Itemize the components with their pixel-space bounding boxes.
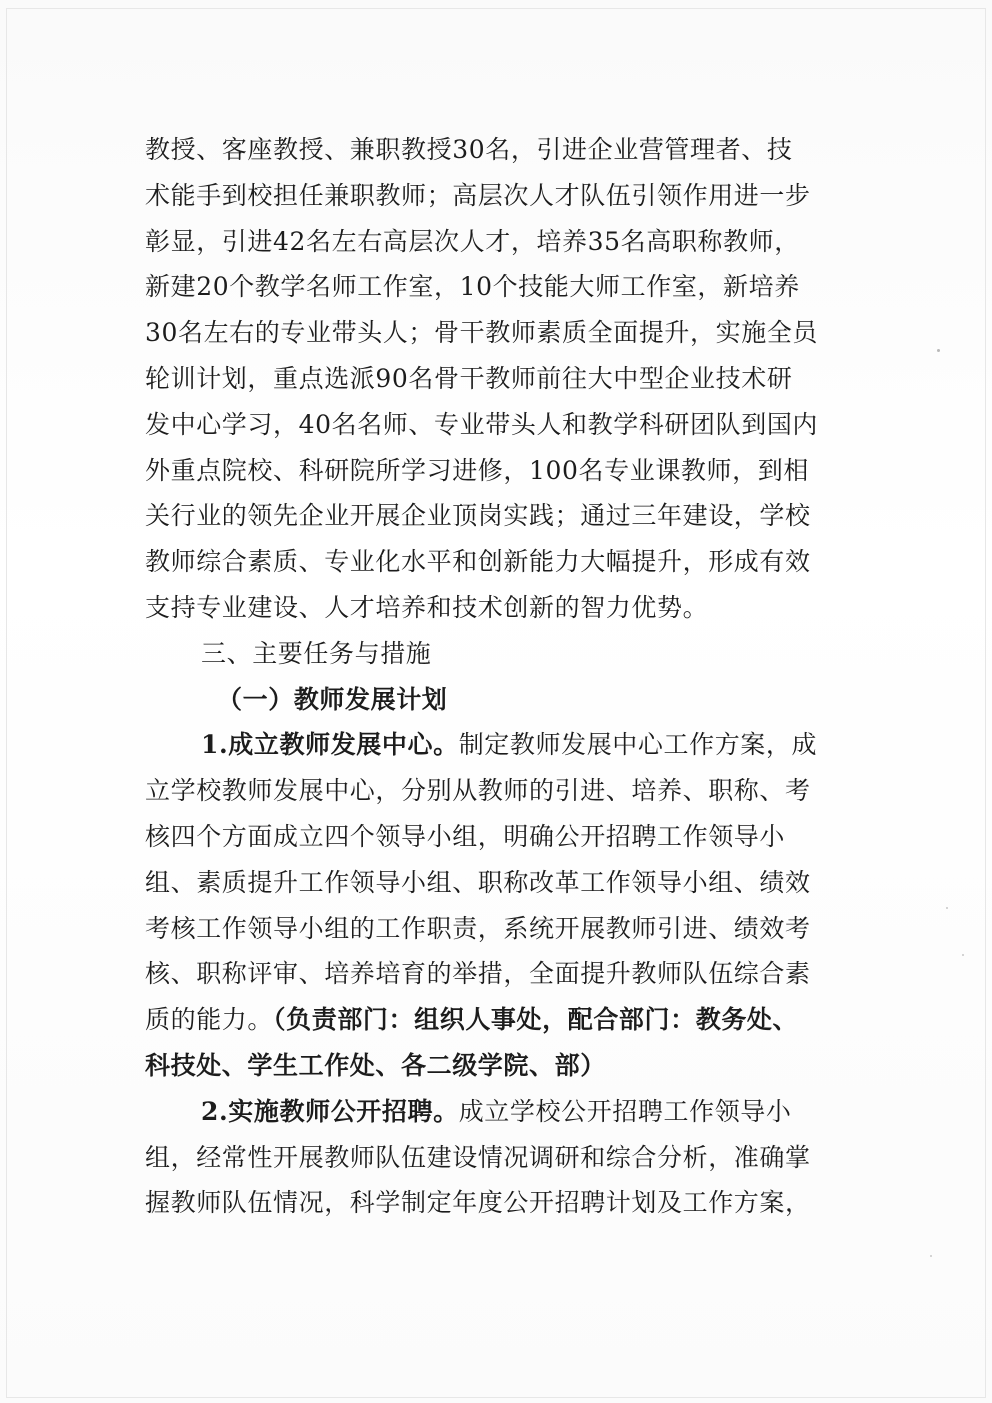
- body-line: 术能手到校担任兼职教师；高层次人才队伍引领作用进一步: [145, 180, 811, 210]
- item-text: 成立学校公开招聘工作领导小: [458, 1096, 792, 1126]
- item-text: 制定教师发展中心工作方案，成: [458, 730, 818, 760]
- body-line: 握教师队伍情况，科学制定年度公开招聘计划及工作方案，: [145, 1188, 811, 1218]
- body-line: 考核工作领导小组的工作职责，系统开展教师引进、绩效考: [145, 913, 811, 943]
- body-line: 核、职称评审、培养培育的举措，全面提升教师队伍综合素: [145, 959, 811, 989]
- body-line: 组，经常性开展教师队伍建设情况调研和综合分析，准确掌: [145, 1142, 811, 1172]
- body-line: 新建20个教学名师工作室，10个技能大师工作室，新培养: [145, 272, 800, 302]
- subsection-heading: （一）教师发展计划: [217, 684, 448, 714]
- body-line: 关行业的领先企业开展企业顶岗实践；通过三年建设，学校: [145, 501, 811, 531]
- body-line: [145, 1089, 835, 1135]
- body-line: 30名左右的专业带头人；骨干教师素质全面提升，实施全员: [145, 318, 819, 348]
- body-line: 彰显，引进42名左右高层次人才，培养35名高职称教师，: [145, 226, 800, 256]
- body-line: 组、素质提升工作领导小组、职称改革工作领导小组、绩效: [145, 867, 811, 897]
- scan-mark: [937, 349, 940, 352]
- scan-mark: [962, 954, 964, 956]
- body-line: 支持专业建设、人才培养和技术创新的智力优势。: [145, 592, 709, 622]
- responsibility-note: （负责部门：组织人事处，配合部门：教务处、: [273, 1005, 799, 1035]
- scan-mark: [946, 907, 948, 909]
- body-line: 核四个方面成立四个领导小组，明确公开招聘工作领导小: [145, 821, 786, 851]
- body-line: [145, 997, 835, 1043]
- body-line: [145, 722, 835, 768]
- body-line: 外重点院校、科研院所学习进修，100名专业课教师，到相: [145, 455, 809, 485]
- responsibility-note-continued: 科技处、学生工作处、各二级学院、部）: [145, 1050, 606, 1080]
- body-line: 轮训计划，重点选派90名骨干教师前往大中型企业技术研: [145, 363, 793, 393]
- body-line: 教授、客座教授、兼职教授30名，引进企业营管理者、技: [145, 135, 793, 164]
- body-line: 发中心学习，40名名师、专业带头人和教学科研团队到国内: [145, 409, 819, 439]
- item-heading-1: 1.成立教师发展中心。: [201, 730, 459, 760]
- item-heading-2: 2.实施教师公开招聘。: [201, 1096, 459, 1126]
- body-line: 教师综合素质、专业化水平和创新能力大幅提升，形成有效: [145, 547, 811, 577]
- section-heading: 三、主要任务与措施: [201, 638, 432, 668]
- item-text: 质的能力。: [145, 1005, 274, 1035]
- scan-mark: [930, 1255, 932, 1257]
- document-body: [145, 127, 835, 1226]
- body-line: 立学校教师发展中心，分别从教师的引进、培养、职称、考: [145, 776, 811, 806]
